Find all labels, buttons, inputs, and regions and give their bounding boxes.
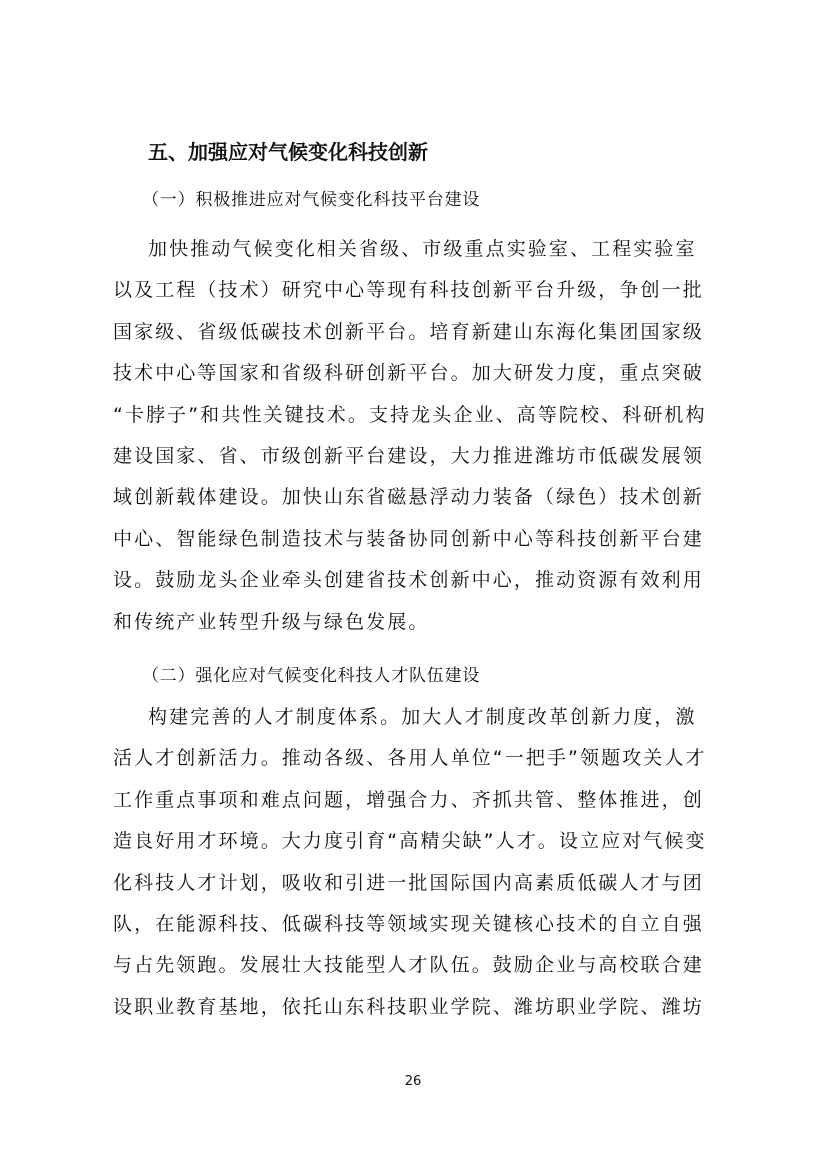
paragraph-line: 设职业教育基地，依托山东科技职业学院、潍坊职业学院、潍坊: [113, 995, 704, 1018]
paragraph-line: 工作重点事项和难点问题，增强合力、齐抓共管、整体推进，创: [113, 788, 704, 811]
page-number: 26: [404, 1074, 422, 1089]
paragraph-line: 构建完善的人才制度体系。加大人才制度改革创新力度，激: [148, 706, 697, 728]
paragraph-line: “卡脖子”和共性关键技术。支持龙头企业、高等院校、科研机构: [113, 403, 707, 426]
paragraph-line: 国家级、省级低碳技术创新平台。培育新建山东海化集团国家级: [113, 320, 704, 343]
paragraph-line: 加快推动气候变化相关省级、市级重点实验室、工程实验室: [148, 238, 697, 260]
subsection-2-paragraph: [113, 697, 733, 1028]
paragraph-line: 建设国家、省、市级创新平台建设，大力推进潍坊市低碳发展领: [113, 444, 704, 467]
section-heading: 五、加强应对气候变化科技创新: [148, 140, 428, 164]
paragraph-line: 与占先领跑。发展壮大技能型人才队伍。鼓励企业与高校联合建: [113, 954, 704, 977]
subsection-1-title: （一）积极推进应对气候变化科技平台建设: [142, 190, 481, 210]
subsection-2-title: （二）强化应对气候变化科技人才队伍建设: [142, 666, 481, 686]
paragraph-line: 设。鼓励龙头企业牵头创建省技术创新中心，推动资源有效利用: [113, 569, 704, 592]
paragraph-line: 队，在能源科技、低碳科技等领域实现关键核心技术的自立自强: [113, 912, 704, 935]
paragraph-line: 域创新载体建设。加快山东省磁悬浮动力装备（绿色）技术创新: [113, 486, 704, 509]
paragraph-line: 中心、智能绿色制造技术与装备协同创新中心等科技创新平台建: [113, 527, 704, 550]
paragraph-line: 活人才创新活力。推动各级、各用人单位“一把手”领题攻关人才: [113, 747, 707, 770]
paragraph-line: 以及工程（技术）研究中心等现有科技创新平台升级，争创一批: [113, 279, 704, 302]
paragraph-line: 和传统产业转型升级与绿色发展。: [113, 610, 430, 633]
paragraph-line: 化科技人才计划，吸收和引进一批国际国内高素质低碳人才与团: [113, 871, 704, 894]
subsection-1-paragraph: [113, 229, 733, 643]
paragraph-line: 技术中心等国家和省级科研创新平台。加大研发力度，重点突破: [113, 362, 704, 385]
paragraph-line: 造良好用才环境。大力度引育“高精尖缺”人才。设立应对气候变: [113, 830, 707, 853]
